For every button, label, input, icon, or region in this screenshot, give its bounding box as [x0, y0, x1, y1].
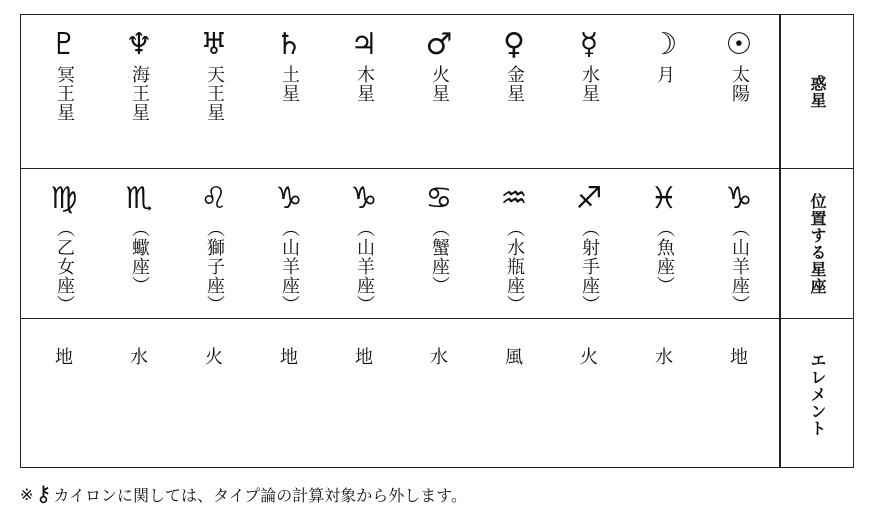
planet-name: 火星 — [429, 65, 450, 103]
planet-cell — [327, 15, 401, 103]
sign-name: （水瓶座） — [504, 219, 525, 314]
element-value: 地 — [280, 347, 298, 368]
sign-cell — [477, 169, 551, 314]
element-value: 水 — [430, 347, 448, 368]
sign-cell — [702, 169, 776, 314]
uranus-icon: ♅ — [200, 27, 228, 62]
sun-icon: ☉ — [725, 27, 753, 62]
row-header-elements: エレメント — [808, 351, 827, 437]
element-cell — [477, 319, 551, 369]
scorpio-icon: ♏ — [125, 181, 153, 216]
planet-cell — [702, 15, 776, 103]
sign-name: （蠍座） — [129, 219, 150, 295]
leo-icon: ♌ — [200, 181, 228, 216]
sagittarius-icon: ♐ — [575, 181, 603, 216]
moon-icon: ☽ — [650, 27, 678, 62]
sign-name: （魚座） — [654, 219, 675, 295]
pisces-icon: ♓ — [650, 181, 678, 216]
planet-cell — [102, 15, 176, 122]
planet-cell — [27, 15, 101, 122]
chiron-icon: ⚷ — [35, 482, 52, 507]
sign-name: （山羊座） — [279, 219, 300, 314]
element-cell — [27, 319, 101, 369]
element-value: 火 — [205, 347, 223, 368]
cancer-icon: ♋ — [425, 181, 453, 216]
header-divider — [779, 15, 781, 467]
sign-cell — [177, 169, 251, 314]
capricorn-icon: ♑ — [725, 181, 753, 216]
element-value: 水 — [130, 347, 148, 368]
planet-name: 海王星 — [129, 65, 150, 122]
planet-name: 木星 — [354, 65, 375, 103]
element-cell — [327, 319, 401, 369]
element-value: 地 — [55, 347, 73, 368]
footnote — [20, 482, 467, 507]
element-value: 風 — [505, 347, 523, 368]
element-cell — [102, 319, 176, 369]
element-value: 水 — [655, 347, 673, 368]
element-cell — [252, 319, 326, 369]
neptune-icon: ♆ — [125, 27, 153, 62]
planet-name: 水星 — [579, 65, 600, 103]
planet-cell — [402, 15, 476, 103]
jupiter-icon: ♃ — [350, 27, 378, 62]
planet-cell — [252, 15, 326, 103]
astrology-table — [20, 14, 854, 468]
planet-cell — [552, 15, 626, 103]
planet-name: 太陽 — [729, 65, 750, 103]
signs-row — [21, 169, 853, 319]
sign-cell — [327, 169, 401, 314]
row-header-planets: 惑星 — [808, 74, 827, 109]
element-cell — [702, 319, 776, 369]
aquarius-icon: ♒ — [500, 181, 528, 216]
sign-name: （山羊座） — [729, 219, 750, 314]
planets-row — [21, 15, 853, 169]
element-cell — [402, 319, 476, 369]
sign-name: （蟹座） — [429, 219, 450, 295]
sign-name: （乙女座） — [54, 219, 75, 314]
elements-row — [21, 319, 853, 469]
sign-cell — [252, 169, 326, 314]
element-cell — [177, 319, 251, 369]
sign-cell — [552, 169, 626, 314]
footnote-text: カイロンに関しては、タイプ論の計算対象から外します。 — [53, 486, 467, 505]
planet-name: 土星 — [279, 65, 300, 103]
element-value: 火 — [580, 347, 598, 368]
planet-name: 月 — [654, 65, 675, 84]
sign-name: （獅子座） — [204, 219, 225, 314]
row-header-signs: 位置する星座 — [808, 192, 827, 295]
sign-cell — [627, 169, 701, 295]
element-cell — [627, 319, 701, 369]
sign-name: （射手座） — [579, 219, 600, 314]
element-value: 地 — [355, 347, 373, 368]
sign-name: （山羊座） — [354, 219, 375, 314]
capricorn-icon: ♑ — [350, 181, 378, 216]
saturn-icon: ♄ — [275, 27, 303, 62]
planet-name: 天王星 — [204, 65, 225, 122]
mars-icon: ♂ — [425, 27, 453, 62]
capricorn-icon: ♑ — [275, 181, 303, 216]
element-value: 地 — [730, 347, 748, 368]
pluto-icon: ♇ — [50, 27, 78, 62]
sign-cell — [102, 169, 176, 295]
sign-cell — [402, 169, 476, 295]
planet-cell — [177, 15, 251, 122]
planet-cell — [477, 15, 551, 103]
footnote-prefix: ※ — [20, 485, 34, 504]
planet-name: 冥王星 — [54, 65, 75, 122]
sign-cell — [27, 169, 101, 314]
virgo-icon: ♍ — [50, 181, 78, 216]
venus-icon: ♀ — [503, 27, 525, 62]
element-cell — [552, 319, 626, 369]
mercury-icon: ☿ — [579, 27, 599, 62]
planet-cell — [627, 15, 701, 84]
planet-name: 金星 — [504, 65, 525, 103]
